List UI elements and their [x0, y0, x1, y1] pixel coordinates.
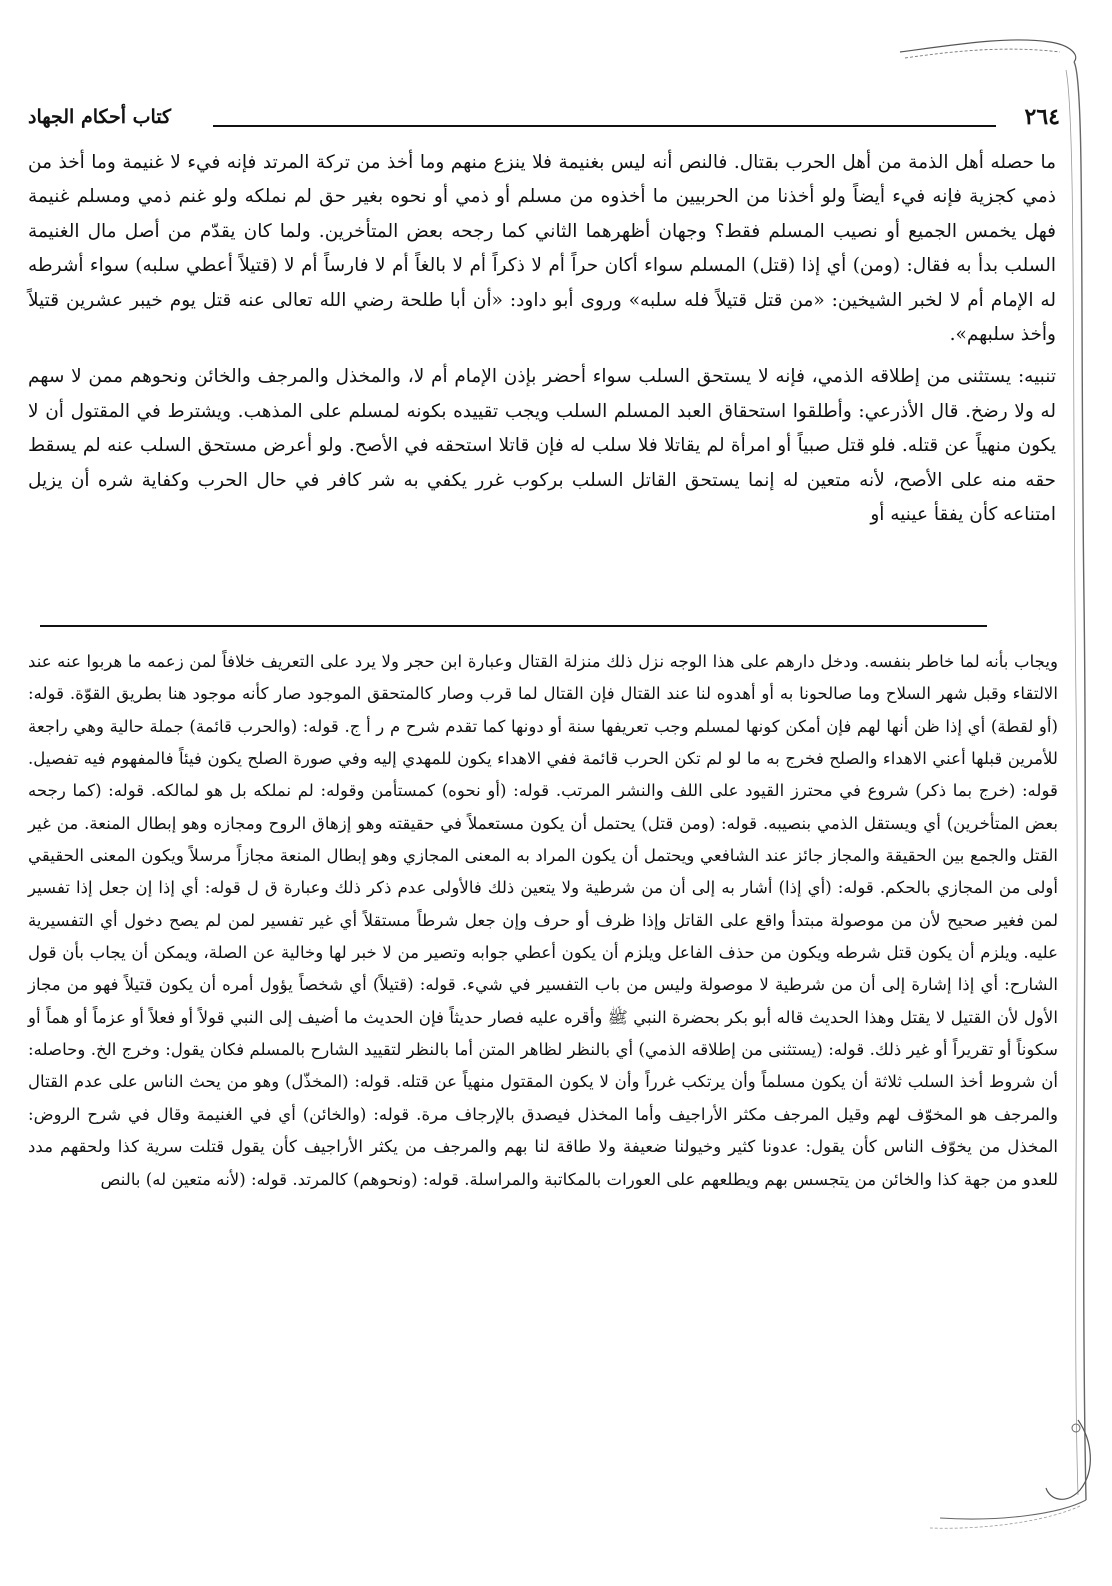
main-paragraph: تنبيه: يستثنى من إطلاقه الذمي، فإنه لا يستحق السلب سواء أحضر بإذن الإمام أم لا، والمخذل والمرجف والخائن ونحوهم ممن لا سهم له ولا رضخ. قال الأذرعي: وأطلقوا استحقاق العبد المسلم السلب ويجب تقييده بكونه لمسلم على المذهب. ويشترط في المقتول أن لا يكون منهياً عن قتله. فلو قتل صبياً أو امرأة لم يقاتلا فلا سلب له فإن قاتلا استحقه في الأصح. ولو أعرض مستحق السلب عنه لم يسقط حقه منه على الأصح، لأنه متعين له إنما يستحق القاتل السلب بركوب غرر يكفي به شر كافر في حال الحرب وكفاية شره أن يزيل امتناعه كأن يفقأ عينيه أو: [28, 366, 1056, 526]
footnote-divider: [40, 625, 987, 627]
main-paragraph: ما حصله أهل الذمة من أهل الحرب بقتال. فالنص أنه ليس بغنيمة فلا ينزع منهم وما أخذ من تركة المرتد فإنه فيء لا غنيمة وما أخذ من ذمي كجزية فإنه فيء أيضاً ولو أخذنا من الحربيين ما أخذوه من مسلم أو ذمي أو نحوه بغير حق لم نملكه ولو غنم ذمي ومسلم غنيمة فهل يخمس الجميع أو نصيب المسلم فقط؟ وجهان أظهرهما الثاني كما رجحه بعض المتأخرين. ولما كان يقدّم من أصل مال الغنيمة السلب بدأ به فقال: (ومن) أي إذا (قتل) المسلم سواء أكان حراً أم لا ذكراً أم لا بالغاً أم لا فارساً أم لا (قتيلاً أعطي سلبه) سواء أشرطه له الإمام أم لا لخبر الشيخين: «من قتل قتيلاً فله سلبه» وروى أبو داود: «أن أبا طلحة رضي الله تعالى عنه قتل يوم خيبر عشرين قتيلاً وأخذ سلبهم».: [28, 152, 1056, 346]
commentary-text: [28, 646, 1058, 1196]
page-number: ٢٦٤: [1024, 104, 1060, 130]
commentary-paragraph: ويجاب بأنه لما خاطر بنفسه. ودخل دارهم على هذا الوجه نزل ذلك منزلة القتال وعبارة ابن حجر ولا يرد على التعريف خلافاً لمن زعمه ما هربوا عنه عند الالتقاء وقبل شهر السلاح وما صالحونا به أو أهدوه لنا عند القتال فإن القتال لما قرب وصار كالمتحقق الموجود صار كأنه موجود هنا بطريق القوّة. قوله: (أو لقطة) أي إذا ظن أنها لهم فإن أمكن كونها لمسلم وجب تعريفها سنة أو دونها كما تقدم شرح م ر أ ج. قوله: (والحرب قائمة) جملة حالية وهي راجعة للأمرين قبلها أعني الاهداء والصلح فخرج به ما لو لم تكن الحرب قائمة ففي الاهداء يكون للمهدي إليه وفي صورة الصلح يكون فيئاً فالمفهوم فيه تفصيل. قوله: (خرج بما ذكر) شروع في محترز القيود على اللف والنشر المرتب. قوله: (أو نحوه) كمستأمن وقوله: لم نملكه بل هو لمالكه. قوله: (كما رجحه بعض المتأخرين) أي ويستقل الذمي بنصيبه. قوله: (ومن قتل) يحتمل أن يكون مستعملاً في حقيقته وهو إزهاق الروح ومجازه وهو إبطال المنعة. من غير القتل والجمع بين الحقيقة والمجاز جائز عند الشافعي ويحتمل أن يكون المراد به المعنى المجازي وهو إبطال المنعة مجازاً مرسلاً ويكون المعنى الحقيقي أولى من المجازي بالحكم. قوله: (أي إذا) أشار به إلى أن من شرطية ولا يتعين ذلك فالأولى عدم ذكر ذلك وعبارة ق ل قوله: أي إذا إن جعل إذا تفسير لمن فغير صحيح لأن من موصولة مبتدأ واقع على القاتل وإذا ظرف أو حرف وإن جعل شرطاً مستقلاً أي غير تفسير لمن لم يصح دخول أي التفسيرية عليه. ويلزم أن يكون قتل شرطه ويكون من حذف الفاعل ويلزم أن يكون أعطي جوابه وتصير من لا خبر لها وخالية عن الصلة، ويمكن أن يجاب بأن قول الشارح: أي إذا إشارة إلى أن من شرطية لا موصولة وليس من باب التفسير في شيء. قوله: (قتيلاً) أي شخصاً يؤول أمره أن يكون قتيلاً فهو من مجاز الأول لأن القتيل لا يقتل وهذا الحديث قاله أبو بكر بحضرة النبي ﷺ وأقره عليه فصار حديثاً فإن الحديث ما أضيف إلى النبي قولاً أو فعلاً أو عزماً أو هماً أو سكوناً أو تقريراً أو غير ذلك. قوله: (يستثنى من إطلاقه الذمي) أي بالنظر لظاهر المتن أما بالنظر لتقييد الشارح بالمسلم فكان يقول: وخرج الخ. وحاصله: أن شروط أخذ السلب ثلاثة أن يكون مسلماً وأن يرتكب غرراً وأن لا يكون المقتول منهياً عن قتله. قوله: (المخذّل) وهو من يحث الناس على عدم القتال والمرجف هو المخوّف لهم وقيل المرجف مكثر الأراجيف وأما المخذل فيصدق بالإرجاف مرة. قوله: (والخائن) أي في الغنيمة وقال في شرح الروض: المخذل من يخوّف الناس كأن يقول: عدونا كثير وخيولنا ضعيفة ولا طاقة لنا بهم والمرجف من يكثر الأراجيف كأن يقول قتلت سرية كذا ولحقهم مدد للعدو من جهة كذا والخائن من يتجسس بهم ويطلعهم على العورات بالمكاتبة والمراسلة. قوله: (ونحوهم) كالمرتد. قوله: (لأنه متعين له) بالنص: [28, 652, 1058, 1189]
book-title: كتاب أحكام الجهاد: [28, 106, 172, 128]
main-text: [28, 146, 1056, 532]
page-header: [28, 98, 1060, 138]
header-rule: [213, 125, 996, 127]
